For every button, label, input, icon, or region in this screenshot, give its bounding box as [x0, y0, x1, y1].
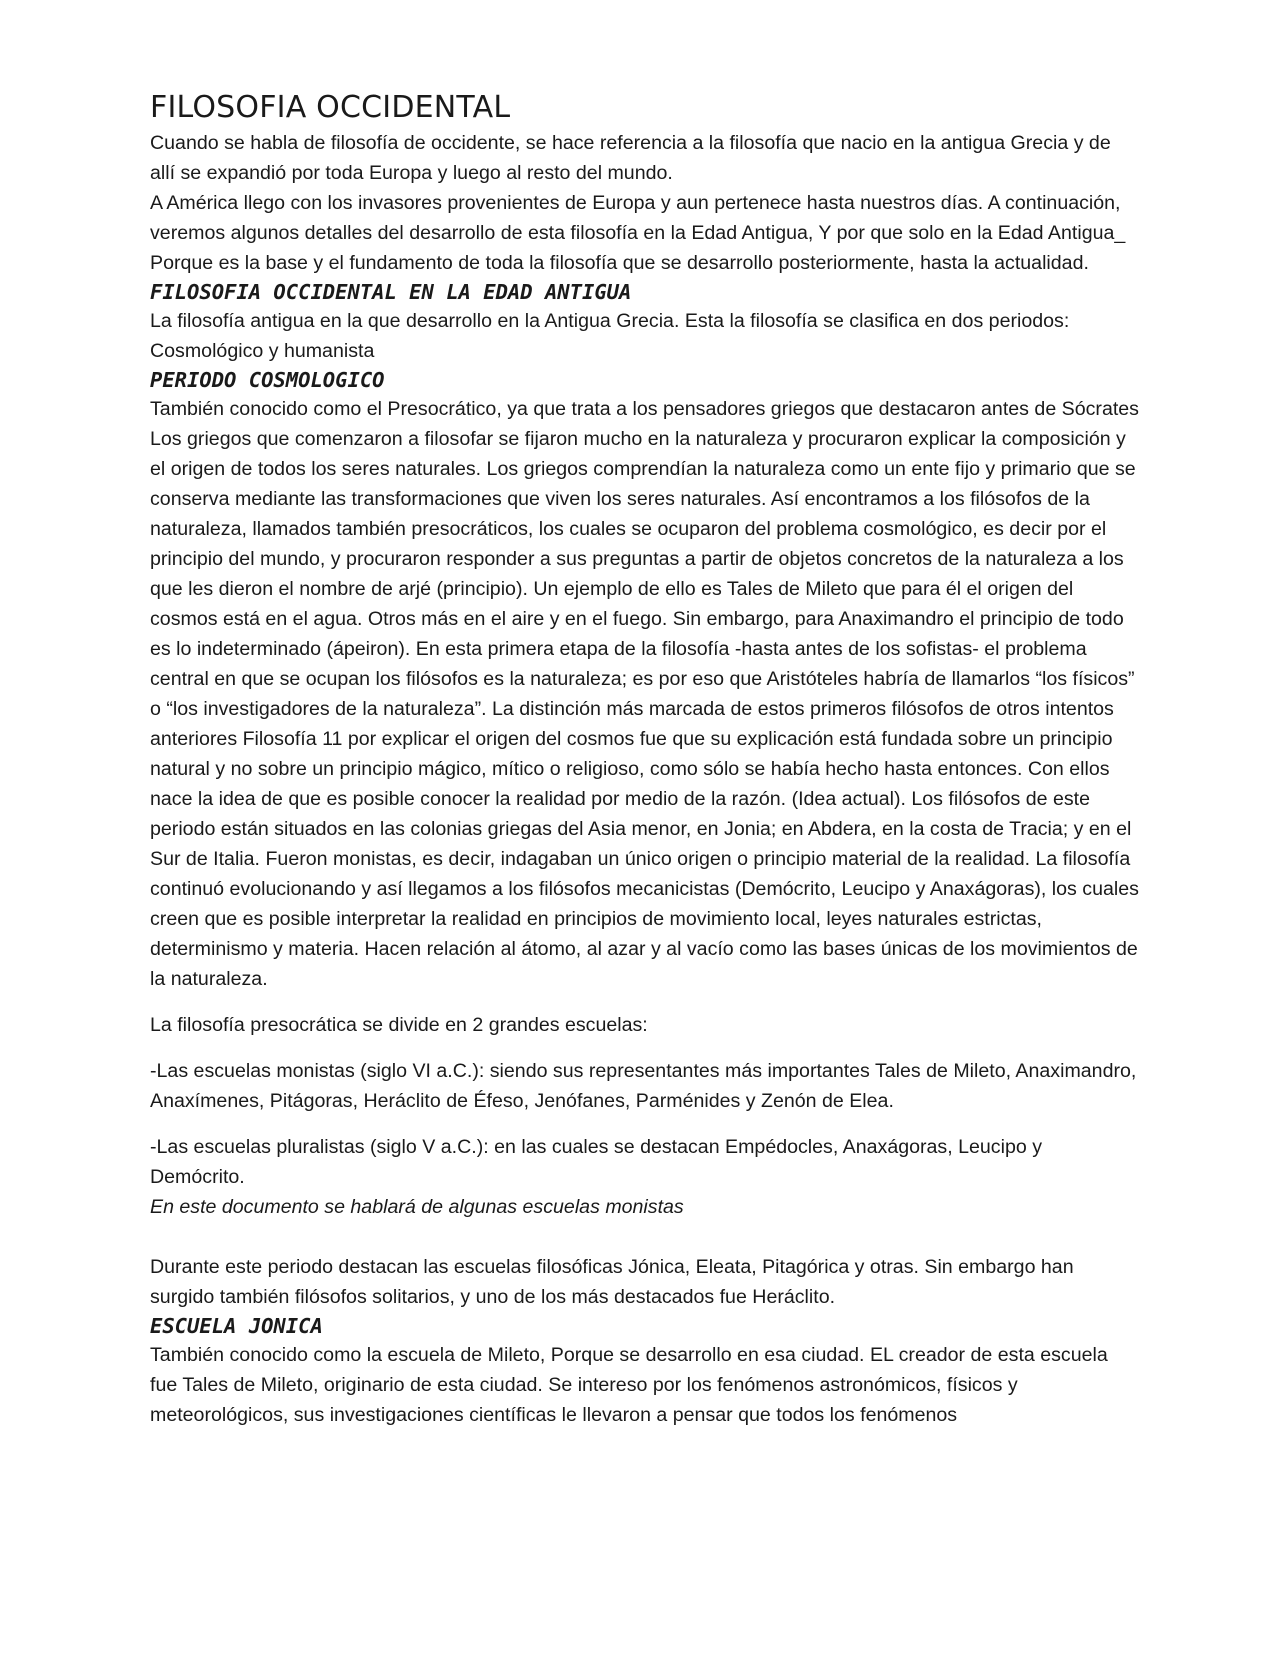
cosmologico-paragraph-1: También conocido como el Presocrático, ya que trata a los pensadores griegos que destacaron antes de Sócrates	[150, 398, 1139, 420]
cosmologico-paragraph-2: Los griegos que comenzaron a filosofar se fijaron mucho en la naturaleza y procuraron explicar la composición y el origen de todos los seres naturales. Los griegos comprendían la naturaleza como un ente fijo y primario que se conserva mediante las transformaciones que viven los seres naturales. Así encontramos a los filósofos de la naturaleza, llamados también presocráticos, los cuales se ocuparon del problema cosmológico, es decir por el principio del mundo, y procuraron responder a sus preguntas a partir de objetos concretos de la naturaleza a los que les dieron el nombre de arjé (principio). Un ejemplo de ello es Tales de Mileto que para él el origen del cosmos está en el agua. Otros más en el aire y en el fuego. Sin embargo, para Anaximandro el principio de todo es lo indeterminado (ápeiron). En esta primera etapa de la filosofía -hasta antes de los sofistas- el problema central en que se ocupan los filósofos es la naturaleza; es por eso que Aristóteles habría de llamarlos “los físicos” o “los investigadores de la naturaleza”. La distinción más marcada de estos primeros filósofos de otros intentos anteriores Filosofía 11 por explicar el origen del cosmos fue que su explicación está fundada sobre un principio natural y no sobre un principio mágico, mítico o religioso, como sólo se había hecho hasta entonces. Con ellos nace la idea de que es posible conocer la realidad por medio de la razón. (Idea actual). Los filósofos de este periodo están situados en las colonias griegas del Asia menor, en Jonia; en Abdera, en la costa de Tracia; y en el Sur de Italia. Fueron monistas, es decir, indagaban un único origen o principio material de la realidad. La filosofía continuó evolucionando y así llegamos a los filósofos mecanicistas (Demócrito, Leucipo y Anaxágoras), los cuales creen que es posible interpretar la realidad en principios de movimiento local, leyes naturales estrictas, determinismo y materia. Hacen relación al átomo, al azar y al vacío como las bases únicas de los movimientos de la naturaleza.	[150, 428, 1139, 990]
escuelas-monistas: -Las escuelas monistas (siglo VI a.C.): siendo sus representantes más importantes Tales de Mileto, Anaximandro, Anaxímenes, Pitágoras, Heráclito de Éfeso, Jenófanes, Parménides y Zenón de Elea.	[150, 1060, 1137, 1112]
periodo-paragraph: Durante este periodo destacan las escuelas filosóficas Jónica, Eleata, Pitagórica y otras. Sin embargo han surgido también filósofos solitarios, y uno de los más destacados fue Heráclito.	[150, 1256, 1074, 1308]
intro-paragraph-1: Cuando se habla de filosofía de occidente, se hace referencia a la filosofía que nacio en la antigua Grecia y de allí se expandió por toda Europa y luego al resto del mundo.	[150, 132, 1111, 184]
heading-edad-antigua: FILOSOFIA OCCIDENTAL EN LA EDAD ANTIGUA	[150, 280, 632, 304]
escuelas-pluralistas: -Las escuelas pluralistas (siglo V a.C.): en las cuales se destacan Empédocles, Anaxágoras, Leucipo y Demócrito.	[150, 1136, 1042, 1188]
note-monistas: En este documento se hablará de algunas escuelas monistas	[150, 1196, 684, 1218]
antigua-paragraph: La filosofía antigua en la que desarrollo en la Antigua Grecia. Esta la filosofía se clasifica en dos periodos: Cosmológico y humanista	[150, 310, 1070, 362]
heading-escuela-jonica: ESCUELA JONICA	[150, 1314, 323, 1338]
document-page	[150, 88, 1140, 1430]
jonica-paragraph: También conocido como la escuela de Mileto, Porque se desarrollo en esa ciudad. EL creador de esta escuela fue Tales de Mileto, originario de esta ciudad. Se intereso por los fenómenos astronómicos, físicos y meteorológicos, sus investigaciones científicas le llevaron a pensar que todos los fenómenos	[150, 1344, 1108, 1426]
document-title: FILOSOFIA OCCIDENTAL	[150, 90, 511, 125]
escuelas-intro: La filosofía presocrática se divide en 2 grandes escuelas:	[150, 1014, 648, 1036]
heading-periodo-cosmologico: PERIODO COSMOLOGICO	[150, 368, 385, 392]
blank-line	[150, 1222, 1140, 1252]
intro-paragraph-2: A América llego con los invasores provenientes de Europa y aun pertenece hasta nuestros días. A continuación, veremos algunos detalles del desarrollo de esta filosofía en la Edad Antigua, Y por que solo en la Edad Antigua_ Porque es la base y el fundamento de toda la filosofía que se desarrollo posteriormente, hasta la actualidad.	[150, 192, 1126, 274]
